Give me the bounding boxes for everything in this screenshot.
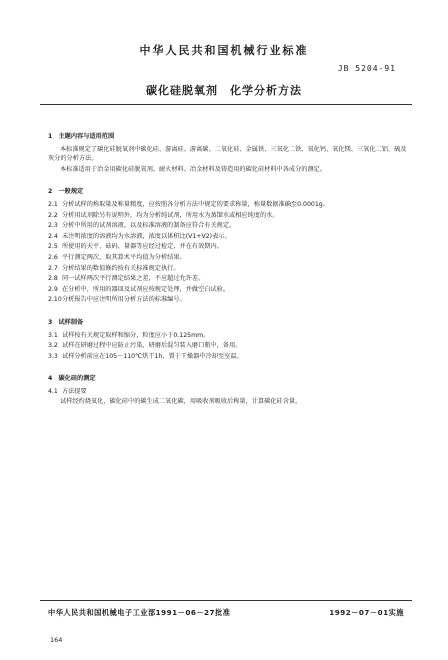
clause-item: 2.2 分析用试剂除另有说明外，均为分析纯试剂，所用水为蒸馏水或相应纯度的水。 bbox=[48, 211, 279, 219]
paragraph: 本标准适用于冶金用碳化硅脱氧剂、耐火材料、冶金材料及铸造用的碳化硅材料中各成分的测定。 bbox=[60, 165, 327, 173]
clause-item: 2.9 在分析中，所用的器皿及试剂应按规定处理，并做空白试验。 bbox=[48, 285, 230, 293]
clause-item: 2.8 同一试样两次平行测定结果之差，不应超过允许差。 bbox=[48, 275, 205, 283]
clause-item: 3.3 试样分析前应在105～110℃烘干1h，置于干燥器中冷却至室温。 bbox=[48, 352, 243, 360]
standard-org-heading: 中华人民共和国机械行业标准 bbox=[139, 44, 309, 57]
clause-item: 2.7 分析结果的数值修约按有关标准规定执行。 bbox=[48, 264, 180, 272]
clause-item: 2.5 所使用的天平、砝码、量器等应经过检定，并在有效期内。 bbox=[48, 243, 223, 251]
clause-item: 3.2 试样在研磨过程中应防止污染，研磨后混匀装入磨口瓶中，备用。 bbox=[48, 342, 242, 350]
section-sample-prep bbox=[48, 318, 412, 361]
document-body bbox=[48, 126, 412, 408]
section-heading: 2 一般规定 bbox=[48, 188, 84, 196]
header-rule bbox=[40, 104, 412, 105]
section-heading: 4 碳化硅的测定 bbox=[48, 375, 96, 383]
page-number: 164 bbox=[50, 636, 63, 644]
section-general bbox=[48, 187, 412, 305]
clause-item: 2.3 分析中所用的试剂溶液，以及标准溶液的制备应符合有关规定。 bbox=[48, 222, 236, 230]
approval-statement: 中华人民共和国机械电子工业部1991－06－27批准 bbox=[48, 608, 231, 617]
clause-item: 4.1 方法提要 bbox=[48, 387, 87, 395]
footer-rule bbox=[40, 600, 412, 601]
section-scope bbox=[48, 132, 412, 174]
clause-item: 2.4 未注明浓度的溶液均为水溶液，浓度以体积比(V1+V2)表示。 bbox=[48, 232, 231, 240]
effective-date: 1992－07－01实施 bbox=[329, 608, 404, 617]
section-heading: 3 试样制备 bbox=[48, 318, 84, 326]
clause-item: 3.1 试样按有关规定取样和缩分，粒度应小于0.125mm。 bbox=[48, 331, 210, 339]
section-sic-determination bbox=[48, 374, 412, 407]
clause-item: 2.6 平行测定两次，取其算术平均值为分析结果。 bbox=[48, 253, 186, 261]
section-heading: 1 主题内容与适用范围 bbox=[48, 133, 115, 140]
paragraph: 本标准规定了碳化硅脱氧剂中碳化硅、游离硅、游离碳、二氧化硅、金属铁、三氧化二铁、氧化钙、氧化镁、三氧化二铝、硫及灰分的分析方法。 bbox=[48, 145, 407, 163]
standard-code: JB 5204-91 bbox=[337, 64, 396, 73]
document-title: 碳化硅脱氧剂 化学分析方法 bbox=[146, 84, 302, 97]
clause-item: 2.1 分析试样的称取量及称量精度，应按照各分析方法中规定的要求称量，称量数据准确至0.0001g。 bbox=[48, 200, 329, 208]
paragraph: 试样经灼烧氧化，碳化硅中的碳生成二氧化碳，用吸收剂吸收后称量，计算碳化硅含量。 bbox=[60, 398, 302, 406]
clause-item: 2.10分析报告中应注明所用分析方法的标准编号。 bbox=[48, 296, 186, 304]
